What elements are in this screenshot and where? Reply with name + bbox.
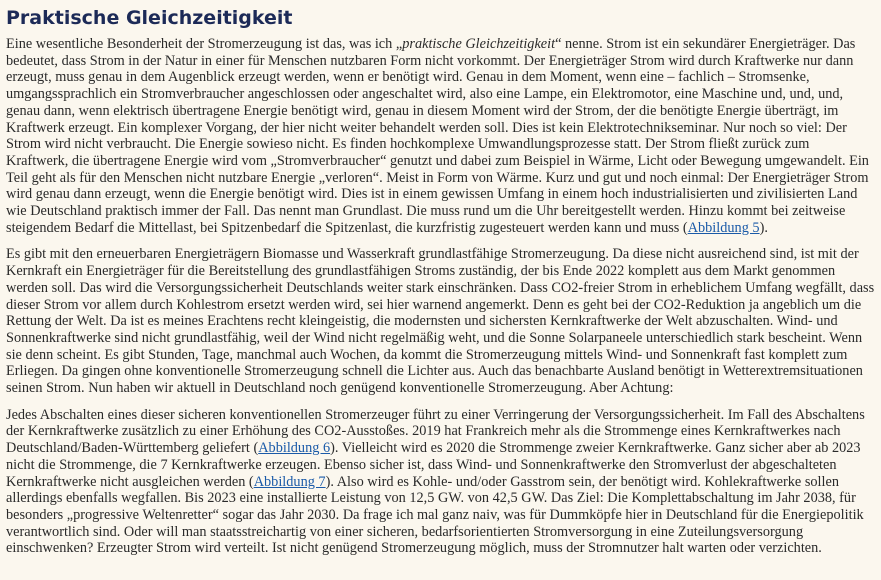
- paragraph-3-text-a: Jedes Abschalten eines dieser sicheren konventionellen Stromerzeuger führt zu einer Verringerung der Versorgungssicherheit. Im Fall des Abschaltens der Kernkraftwerke zusätzlich zu einer Erhöhung des CO2-Ausstoßes. 2019 hat Frankreich mehr als die Strommenge eines Kernkraftwerkes nach Deutschland/Baden-Württemberg geliefert (: [6, 406, 865, 457]
- paragraph-1-text-a: Eine wesentliche Besonderheit der Stromerzeugung ist das, was ich „: [6, 36, 403, 52]
- paragraph-3-text-b: ). Vielleicht wird es 2020 die Strommenge zweier Kernkraftwerke. Ganz sicher aber ab 2023 nicht die Strommenge, die 7 Kernkraftwerke erzeugen. Ebenso sicher ist, dass Wind- und Sonnenkraftwerke den Stromverlust der abgeschalteten Kernkraftwerke nicht ausgleichen werden (: [6, 440, 861, 490]
- paragraph-3-text-c: ). Also wird es Kohle- und/oder Gasstrom sein, der benötigt wird. Kohlekraftwerke sollen allerdings ebenfalls wegfallen. Bis 2023 eine installierte Leistung von 12,5 GW. von 42,5 GW. Das Ziel: Die Komplettabschaltung im Jahr 2038, für besonders „progressive Weltenretter“ sogar das Jahr 2030. Da frage ich mal ganz naiv, was für Dummköpfe hier in Deutschland für die Energiepolitik verantwortlich sind. Oder will man staatsstreichartig von einer sicheren, bedarfsorientierten Stromversorgung in eine Zuteilungsversorgung einschwenken? Erzeugter Strom wird verteilt. Ist nicht genügend Stromerzeugung möglich, muss der Stromnutzer halt warten oder verzichten.: [6, 473, 864, 557]
- paragraph-1-text-b: “ nenne. Strom ist ein sekundärer Energieträger. Das bedeutet, dass Strom in der Natur in einer für Menschen nutzbaren Form nicht vorkommt. Der Energieträger Strom wird durch Kraftwerke nur dann erzeugt, muss genau in dem Augenblick erzeugt werden, wenn er benötigt wird. Genau in dem Moment, wenn eine – fachlich – Stromsenke, umgangssprachlich ein Stromverbraucher angeschlossen oder angeschaltet wird, also eine Lampe, ein Elektromotor, eine Maschine und, und, und, genau dann, wenn elektrisch übertragene Energie benötigt wird, genau in diesem Moment wird der Strom, der die benötigte Energie überträgt, im Kraftwerk erzeugt. Ein komplexer Vorgang, der hier nicht weiter behandelt werden soll. Dies ist kein Elektrotechnikseminar. Nur noch so viel: Der Strom wird nicht verbraucht. Die Energie sowieso nicht. Es finden hochkomplexe Umwandlungsprozesse statt. Der Strom fließt zurück zum Kraftwerk, die übertragene Energie wird vom „Stromverbraucher“ genutzt und dabei zum Beispiel in Wärme, Licht oder Bewegung umgewandelt. Ein Teil geht als für den Menschen nicht nutzbare Energie „verloren“. Meist in Form von Wärme. Kurz und gut und noch einmal: Der Energieträger Strom wird genau dann erzeugt, wenn die Energie benötigt wird. Dies ist in einem gewissen Umfang in einem hoch industrialisierten und zivilisierten Land wie Deutschland praktisch immer der Fall. Das nennt man Grundlast. Die muss rund um die Uhr bereitgestellt werden. Hinzu kommt bei zeitweise steigendem Bedarf die Mittellast, bei Spitzenbedarf die Spitzenlast, die kurzfristig zugesteuert werden kann und muss (: [6, 36, 869, 236]
- paragraph-1: [6, 36, 875, 236]
- paragraph-2: Es gibt mit den erneuerbaren Energieträgern Biomasse und Wasserkraft grundlastfähige Stromerzeugung. Da diese nicht ausreichend sind, ist mit der Kernkraft ein Energieträger für die Bereitstellung des grundlastfähigen Stroms zuständig, der bis Ende 2022 komplett aus dem Markt genommen werden soll. Das wird die Versorgungssicherheit Deutschlands weiter stark einschränken. Dass CO2-freier Strom in erheblichem Umfang wegfällt, dass dieser Strom vor allem durch Kohlestrom ersetzt werden wird, sei hier warnend angemerkt. Denn es geht bei der CO2-Reduktion ja angeblich um die Rettung der Welt. Da ist es meines Erachtens recht kleingeistig, die modernsten und sichersten Kernkraftwerke der Welt abzuschalten. Wind- und Sonnenkraftwerke sind nicht grundlastfähig, weil der Wind nicht regelmäßig weht, und die Sonne Solarpaneele unterschiedlich stark bescheint. Wenn sie denn scheint. Es gibt Stunden, Tage, manchmal auch Wochen, da kommt die Stromerzeugung mittels Wind- und Sonnenkraft fast komplett zum Erliegen. Da gingen ohne konventionelle Stromerzeugung schnell die Lichter aus. Auch das benachbarte Ausland benötigt in Wetterextremsituationen seinen Strom. Nun haben wir aktuell in Deutschland noch genügend konventionelle Stromerzeugung. Aber Achtung:: [6, 246, 875, 397]
- paragraph-1-text-c: ).: [759, 219, 768, 236]
- paragraph-3: [6, 407, 875, 557]
- abbildung-7-link[interactable]: Abbildung 7: [253, 473, 326, 490]
- paragraph-1-emphasis: praktische Gleichzeitigkeit: [402, 36, 556, 52]
- abbildung-5-link[interactable]: Abbildung 5: [687, 219, 760, 236]
- abbildung-6-link[interactable]: Abbildung 6: [258, 440, 331, 457]
- page-title: Praktische Gleichzeitigkeit: [6, 7, 293, 29]
